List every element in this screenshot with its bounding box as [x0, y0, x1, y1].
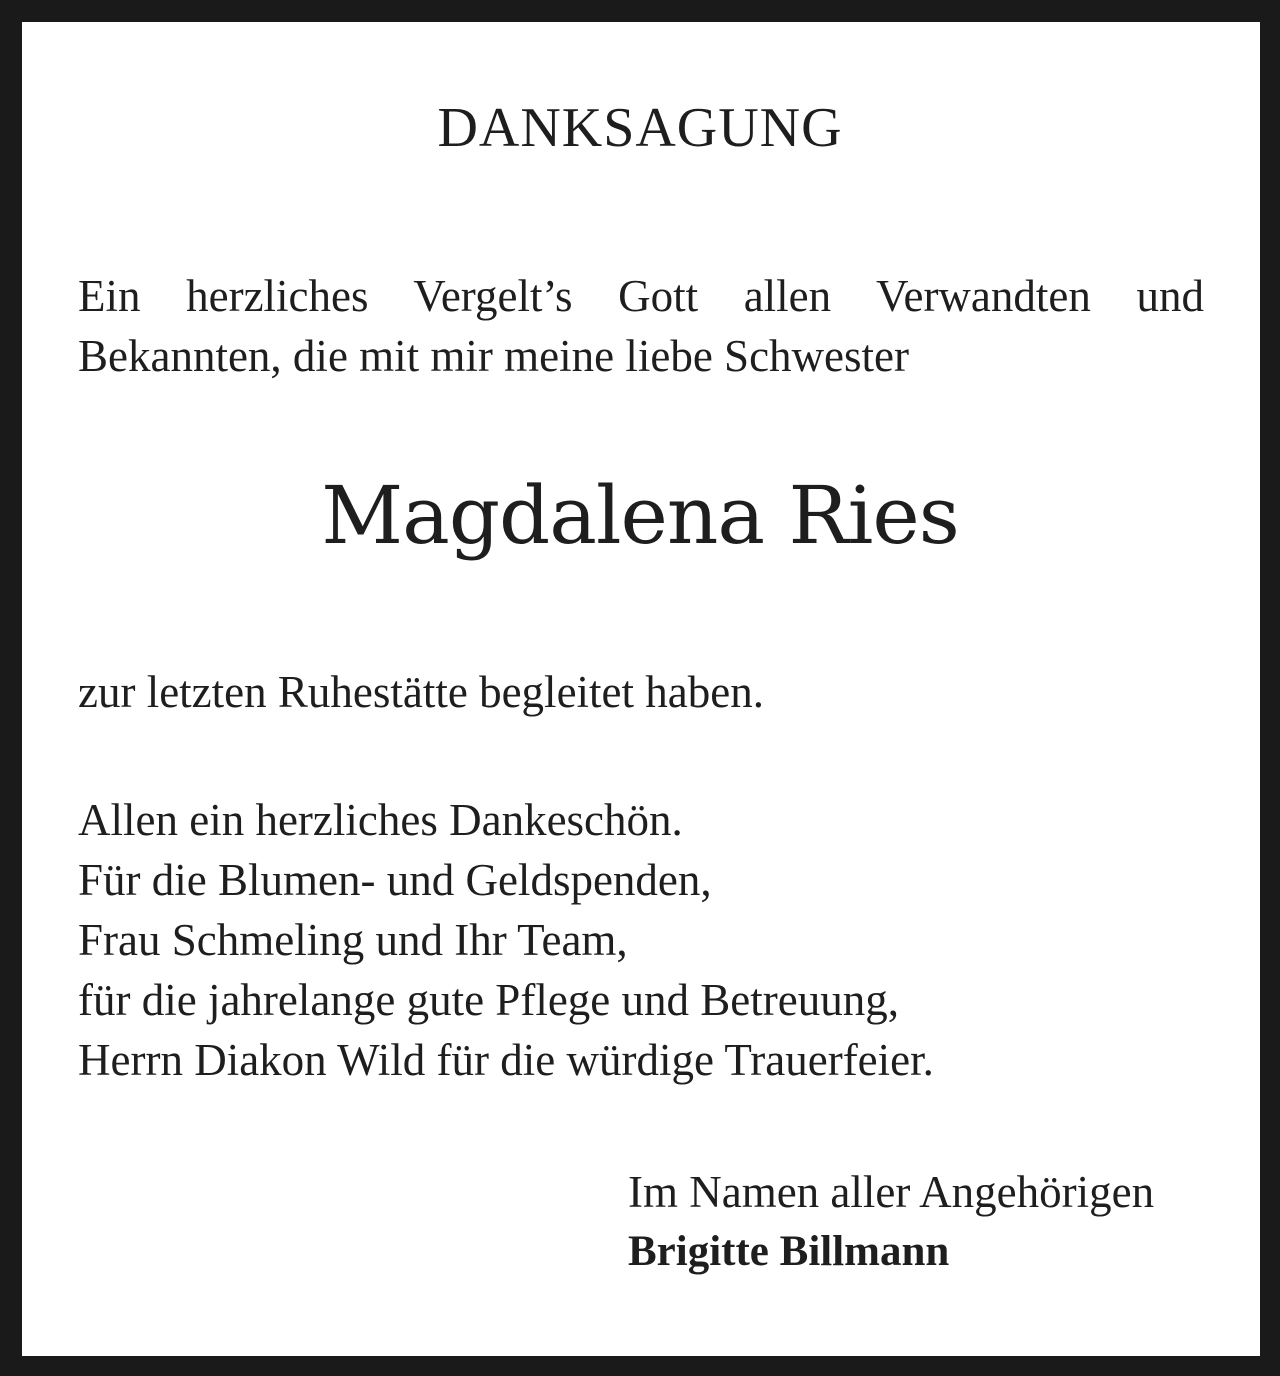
thanks-line: Frau Schmeling und Ihr Team, — [78, 915, 628, 965]
thanks-line: Für die Blumen- und Geldspenden, — [78, 855, 712, 905]
notice-heading: DANKSAGUNG — [437, 97, 843, 159]
intro-line-1: Ein herzliches Vergelt’s Gott allen Verwandten und — [78, 271, 1204, 321]
thanks-line: Allen ein herzliches Dankeschön. — [78, 795, 683, 845]
thanks-line: für die jahrelange gute Pflege und Betreuung, — [78, 975, 899, 1025]
thanks-line: Herrn Diakon Wild für die würdige Trauerfeier. — [78, 1035, 934, 1085]
deceased-name: Magdalena Ries — [321, 469, 959, 562]
intro-line-2: Bekannten, die mit mir meine liebe Schwester — [78, 331, 910, 381]
signature-intro: Im Namen aller Angehörigen — [628, 1167, 1155, 1217]
signature-name: Brigitte Billmann — [628, 1228, 950, 1275]
burial-line: zur letzten Ruhestätte begleitet haben. — [78, 667, 764, 717]
